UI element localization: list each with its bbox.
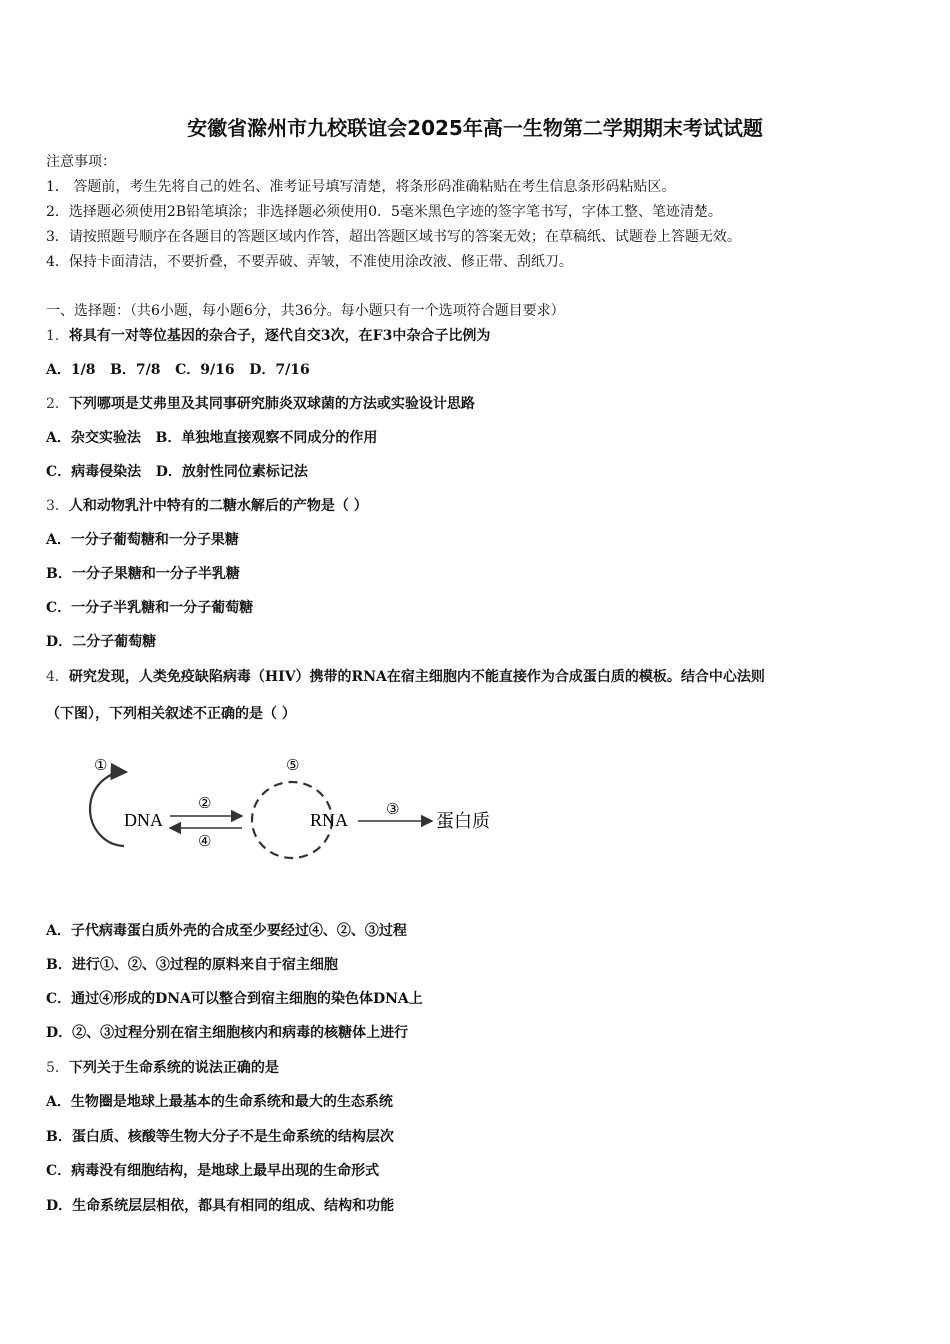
question-number: 5． [46, 1060, 69, 1076]
label-n2: ② [198, 796, 212, 812]
section-heading: 一、选择题：（共6小题，每小题6分，共36分。每小题只有一个选项符合题目要求） [46, 303, 565, 319]
central-dogma-diagram [52, 748, 512, 868]
question-5 [46, 1058, 279, 1078]
label-rna: RNA [310, 810, 349, 830]
question-number: 2． [46, 396, 69, 412]
question-stem: 将具有一对等位基因的杂合子，逐代自交3次，在F3中杂合子比例为 [68, 328, 491, 344]
question-3 [46, 496, 368, 516]
question-1-options: A．1/8 B．7/8 C．9/16 D．7/16 [46, 362, 310, 378]
question-3-option-b: B．一分子果糖和一分子半乳糖 [46, 566, 240, 582]
question-4 [46, 667, 765, 687]
question-4-stem-continued: （下图），下列相关叙述不正确的是（ ） [46, 706, 296, 722]
notice-item-4: 4．保持卡面清洁，不要折叠，不要弄破、弄皱，不准使用涂改液、修正带、刮纸刀。 [46, 254, 573, 270]
question-stem: 下列哪项是艾弗里及其同事研究肺炎双球菌的方法或实验设计思路 [68, 396, 475, 412]
question-2-option-cd: C．病毒侵染法 D．放射性同位素标记法 [46, 464, 308, 480]
question-2 [46, 394, 475, 414]
replication-arrow [90, 772, 126, 846]
question-4-option-c: C．通过④形成的DNA可以整合到宿主细胞的染色体DNA上 [46, 991, 423, 1007]
label-n1: ① [94, 758, 108, 774]
question-4-option-d: D．②、③过程分别在宿主细胞核内和病毒的核糖体上进行 [46, 1025, 409, 1041]
question-5-option-c: C．病毒没有细胞结构，是地球上最早出现的生命形式 [46, 1163, 380, 1179]
label-n5: ⑤ [286, 758, 300, 774]
notice-item-1: 1． 答题前，考生先将自己的姓名、准考证号填写清楚，将条形码准确粘贴在考生信息条形码粘贴区。 [46, 179, 676, 195]
question-5-option-b: B．蛋白质、核酸等生物大分子不是生命系统的结构层次 [46, 1129, 394, 1145]
question-number: 1． [46, 328, 69, 344]
label-n4: ④ [198, 834, 212, 850]
question-number: 4． [46, 669, 69, 685]
notice-item-2: 2．选择题必须使用2B铅笔填涂；非选择题必须使用0．5毫米黑色字迹的签字笔书写，字体工整、笔迹清楚。 [46, 204, 722, 220]
question-stem: 人和动物乳汁中特有的二糖水解后的产物是（ ） [68, 498, 368, 514]
page-title: 安徽省滁州市九校联谊会2025年高一生物第二学期期末考试试题 [187, 116, 763, 140]
question-stem: 研究发现，人类免疫缺陷病毒（HIV）携带的RNA在宿主细胞内不能直接作为合成蛋白质的模板。结合中心法则 [68, 669, 765, 685]
question-4-option-b: B．进行①、②、③过程的原料来自于宿主细胞 [46, 957, 338, 973]
notice-item-3: 3．请按照题号顺序在各题目的答题区域内作答，超出答题区域书写的答案无效；在草稿纸、试题卷上答题无效。 [46, 229, 741, 245]
question-5-option-a: A．生物圈是地球上最基本的生命系统和最大的生态系统 [46, 1094, 393, 1110]
question-3-option-c: C．一分子半乳糖和一分子葡萄糖 [46, 600, 254, 616]
label-dna: DNA [124, 810, 163, 830]
question-4-option-a: A．子代病毒蛋白质外壳的合成至少要经过④、②、③过程 [46, 923, 407, 939]
question-3-option-d: D．二分子葡萄糖 [46, 634, 157, 650]
question-3-option-a: A．一分子葡萄糖和一分子果糖 [46, 532, 239, 548]
label-n3: ③ [386, 802, 400, 818]
question-stem: 下列关于生命系统的说法正确的是 [68, 1060, 279, 1076]
question-number: 3． [46, 498, 69, 514]
label-protein: 蛋白质 [436, 811, 490, 831]
question-1 [46, 326, 490, 346]
question-2-option-ab: A．杂交实验法 B．单独地直接观察不同成分的作用 [46, 430, 378, 446]
question-5-option-d: D．生命系统层层相依，都具有相同的组成、结构和功能 [46, 1198, 395, 1214]
notice-heading: 注意事项： [46, 154, 116, 170]
